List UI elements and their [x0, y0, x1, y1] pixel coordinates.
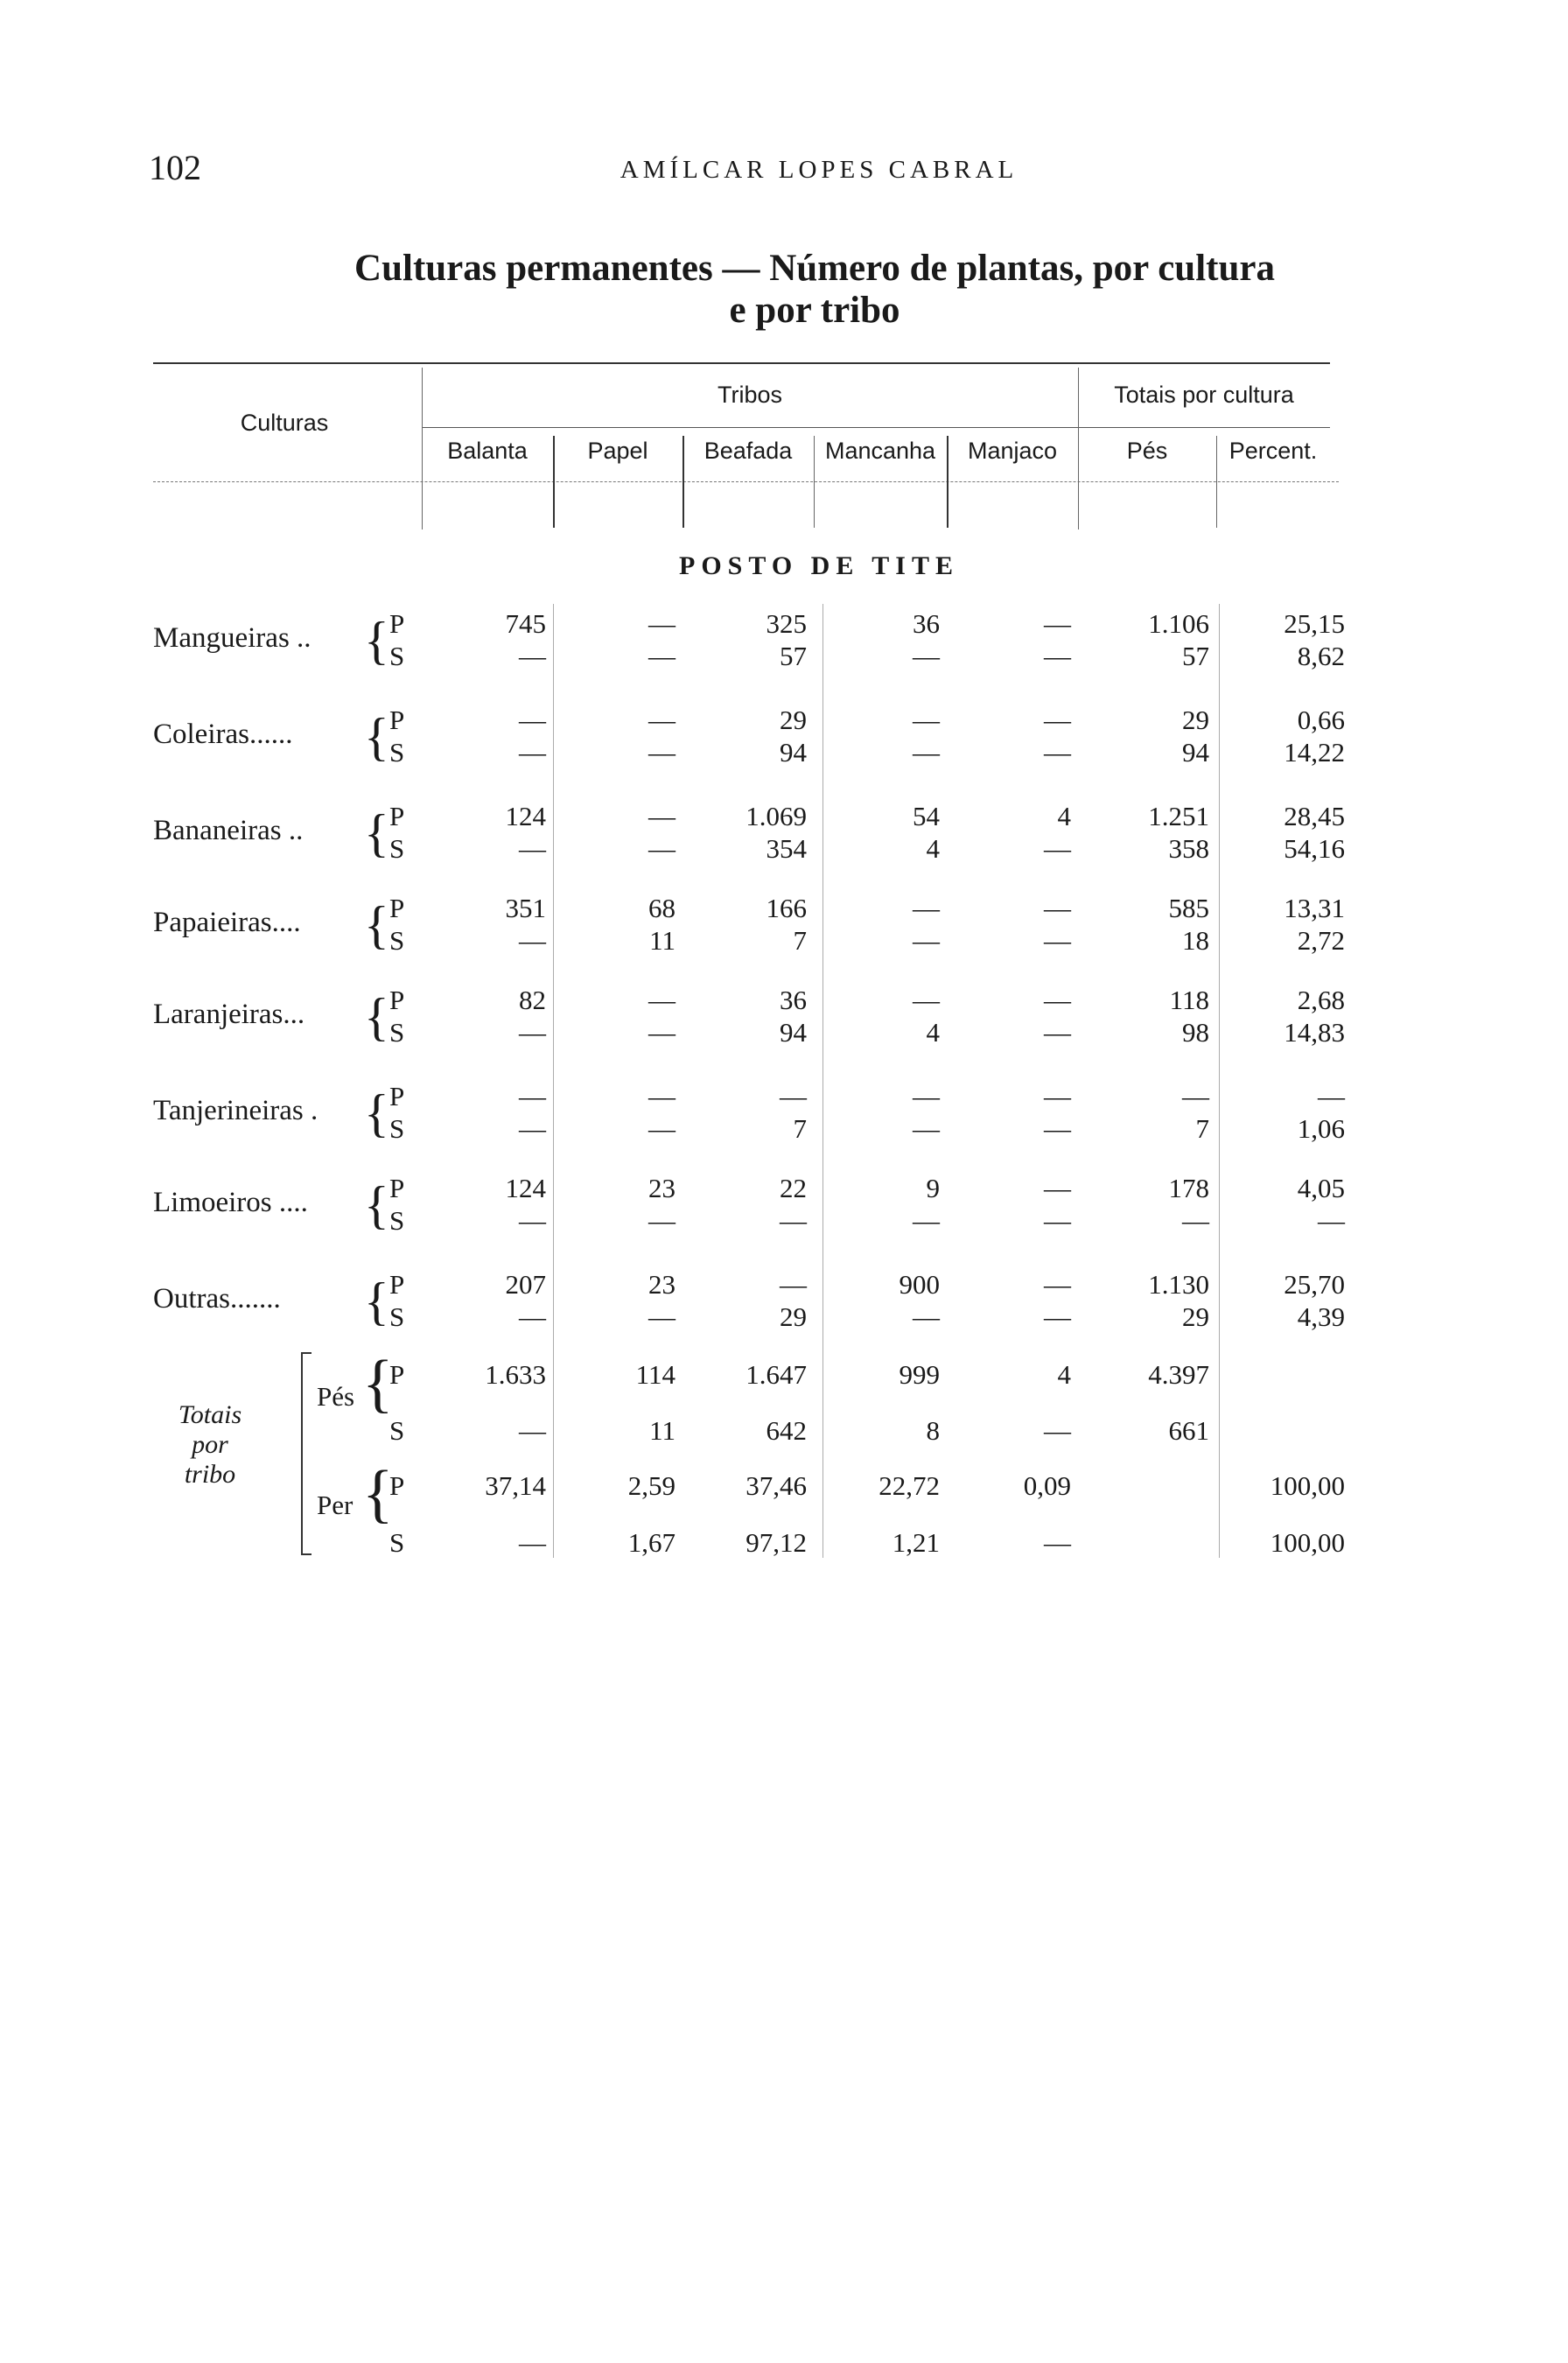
table-cell: — [913, 1113, 940, 1144]
table-cell: — [519, 641, 546, 671]
header-bottom-rule [153, 481, 1339, 482]
totals-cell: — [519, 1415, 546, 1446]
table-cell: — [648, 608, 676, 639]
totals-cell: 1.647 [746, 1359, 807, 1390]
table-cell: 4,39 [1297, 1301, 1345, 1332]
table-cell: — [913, 985, 940, 1015]
totals-cell: 2,59 [627, 1470, 676, 1501]
row-brace: { [364, 804, 389, 862]
table-cell: — [648, 1081, 676, 1111]
totals-per-brace: { [362, 1458, 394, 1530]
totals-cell: 0,09 [1023, 1470, 1071, 1501]
totals-cell: 100,00 [1270, 1527, 1345, 1558]
table-cell: 124 [505, 801, 546, 831]
table-cell: — [1044, 893, 1071, 923]
table-cell: — [519, 737, 546, 768]
table-cell: — [648, 1113, 676, 1144]
totals-cell: 4.397 [1148, 1359, 1209, 1390]
totals-cell: 97,12 [746, 1527, 807, 1558]
header-percent: Percent. [1228, 438, 1318, 464]
section-posto-de-tite: POSTO DE TITE [679, 551, 959, 580]
table-cell: 94 [780, 1017, 807, 1048]
row-p-marker: P [389, 985, 405, 1015]
table-cell: — [913, 705, 940, 735]
header-top-rule [153, 362, 1330, 364]
totals-cell: 999 [899, 1359, 940, 1390]
table-cell: 54,16 [1284, 833, 1345, 864]
row-p-marker: P [389, 893, 405, 923]
row-p-marker: P [389, 801, 405, 831]
totals-cell: — [1044, 1527, 1071, 1558]
totals-label [153, 1400, 267, 1490]
table-cell: 22 [780, 1173, 807, 1203]
table-cell: — [1044, 985, 1071, 1015]
table-cell: — [1044, 737, 1071, 768]
totals-p-marker: P [389, 1359, 405, 1390]
table-cell: 57 [780, 641, 807, 671]
totals-cell: 642 [766, 1415, 807, 1446]
row-brace: { [364, 988, 389, 1046]
table-cell: 585 [1168, 893, 1209, 923]
table-cell: — [913, 737, 940, 768]
table-cell: — [1318, 1205, 1345, 1236]
table-cell: — [519, 1017, 546, 1048]
row-p-marker: P [389, 1081, 405, 1111]
table-cell: 36 [913, 608, 940, 639]
table-cell: — [1044, 1017, 1071, 1048]
header-manjaco: Manjaco [967, 438, 1058, 464]
header-balanta: Balanta [447, 438, 528, 464]
row-s-marker: S [389, 737, 405, 768]
row-s-marker: S [389, 1301, 405, 1332]
table-cell: 23 [648, 1269, 676, 1300]
table-cell: 1.130 [1148, 1269, 1209, 1300]
totals-cell: 37,14 [485, 1470, 546, 1501]
table-title-line-1: Culturas permanentes — Número de plantas, por cultura [354, 248, 1275, 289]
table-cell: — [780, 1205, 807, 1236]
row-brace: { [364, 1176, 389, 1234]
table-cell: — [648, 705, 676, 735]
table-cell: — [780, 1269, 807, 1300]
table-cell: 82 [519, 985, 546, 1015]
totals-cell: 1.633 [485, 1359, 546, 1390]
table-cell: — [1044, 1205, 1071, 1236]
table-cell: 1.106 [1148, 608, 1209, 639]
header-beafada: Beafada [704, 438, 793, 464]
header-pes: Pés [1126, 438, 1168, 464]
totals-cell: 114 [635, 1359, 676, 1390]
table-cell: 25,70 [1284, 1269, 1345, 1300]
table-cell: 354 [766, 833, 807, 864]
row-p-marker: P [389, 1269, 405, 1300]
row-s-marker: S [389, 1017, 405, 1048]
table-cell: — [1044, 833, 1071, 864]
table-cell: — [1044, 1173, 1071, 1203]
table-cell: 14,83 [1284, 1017, 1345, 1048]
row-s-marker: S [389, 1113, 405, 1144]
totals-pes-label: Pés [317, 1381, 355, 1412]
totals-cell: 1,21 [892, 1527, 940, 1558]
table-cell: 14,22 [1284, 737, 1345, 768]
header-culturas: Culturas [240, 410, 329, 436]
table-cell: 29 [780, 1301, 807, 1332]
table-cell: 178 [1168, 1173, 1209, 1203]
table-cell: — [648, 1017, 676, 1048]
table-cell: — [519, 833, 546, 864]
table-cell: 7 [793, 1113, 807, 1144]
row-brace: { [364, 1084, 389, 1142]
row-s-marker: S [389, 925, 405, 956]
table-cell: 325 [766, 608, 807, 639]
totals-pes-brace: { [362, 1348, 394, 1420]
row-label: Bananeiras .. [153, 815, 304, 846]
row-s-marker: S [389, 1205, 405, 1236]
totals-cell: 37,46 [746, 1470, 807, 1501]
totals-label-word-1: Totais [178, 1400, 242, 1429]
table-cell: 8,62 [1297, 641, 1345, 671]
table-cell: 900 [899, 1269, 940, 1300]
row-brace: { [364, 896, 389, 954]
table-cell: — [648, 1301, 676, 1332]
table-cell: — [1044, 925, 1071, 956]
table-cell: 98 [1182, 1017, 1209, 1048]
row-brace: { [364, 708, 389, 766]
table-cell: — [648, 1205, 676, 1236]
table-cell: — [1182, 1081, 1209, 1111]
row-p-marker: P [389, 705, 405, 735]
table-cell: 745 [505, 608, 546, 639]
table-cell: 4 [926, 1017, 940, 1048]
table-cell: 94 [780, 737, 807, 768]
table-cell: 54 [913, 801, 940, 831]
row-label: Papaieiras.... [153, 907, 301, 938]
table-cell: — [519, 1205, 546, 1236]
table-cell: 2,72 [1297, 925, 1345, 956]
row-label: Coleiras...... [153, 719, 293, 750]
table-cell: 1,06 [1297, 1113, 1345, 1144]
totals-label-word-3: tribo [184, 1460, 236, 1489]
row-s-marker: S [389, 641, 405, 671]
table-cell: — [913, 1205, 940, 1236]
totals-big-brace [301, 1352, 312, 1555]
row-label: Outras....... [153, 1283, 281, 1315]
table-cell: 57 [1182, 641, 1209, 671]
table-cell: 7 [1195, 1113, 1209, 1144]
table-cell: 207 [505, 1269, 546, 1300]
table-cell: — [1182, 1205, 1209, 1236]
table-cell: 124 [505, 1173, 546, 1203]
header-mid-rule [422, 427, 1330, 428]
header-totais: Totais por cultura [1114, 382, 1294, 408]
table-cell: 166 [766, 893, 807, 923]
totals-per-label: Per [317, 1490, 354, 1520]
totals-s-marker: S [389, 1527, 405, 1558]
table-cell: — [1044, 641, 1071, 671]
row-label: Mangueiras .. [153, 622, 312, 654]
body-divider-pes [1219, 604, 1220, 1558]
row-brace: { [364, 1273, 389, 1330]
table-cell: 1.069 [746, 801, 807, 831]
table-cell: 358 [1168, 833, 1209, 864]
row-s-marker: S [389, 833, 405, 864]
table-cell: 25,15 [1284, 608, 1345, 639]
running-head: AMÍLCAR LOPES CABRAL [620, 156, 1018, 184]
table-cell: 29 [1182, 1301, 1209, 1332]
totals-label-word-2: por [192, 1430, 228, 1459]
header-papel: Papel [587, 438, 648, 464]
page-number: 102 [149, 148, 201, 187]
table-cell: 4 [1057, 801, 1071, 831]
table-cell: — [519, 1081, 546, 1111]
totals-cell: 22,72 [878, 1470, 940, 1501]
table-cell: 4 [926, 833, 940, 864]
table-cell: 36 [780, 985, 807, 1015]
totals-cell: 661 [1168, 1415, 1209, 1446]
table-cell: 9 [926, 1173, 940, 1203]
totals-cell: — [1044, 1415, 1071, 1446]
table-cell: — [648, 801, 676, 831]
table-cell: — [648, 985, 676, 1015]
table-cell: — [519, 705, 546, 735]
table-cell: — [913, 925, 940, 956]
table-cell: 29 [1182, 705, 1209, 735]
row-label: Tanjerineiras . [153, 1095, 318, 1126]
table-cell: — [913, 893, 940, 923]
table-cell: — [1044, 1269, 1071, 1300]
totals-s-marker: S [389, 1415, 405, 1446]
totals-cell: 1,67 [627, 1527, 676, 1558]
table-cell: — [1318, 1081, 1345, 1111]
table-cell: — [519, 1301, 546, 1332]
table-cell: — [1044, 1081, 1071, 1111]
table-cell: — [780, 1081, 807, 1111]
table-cell: 4,05 [1297, 1173, 1345, 1203]
table-cell: 118 [1169, 985, 1209, 1015]
totals-cell: — [519, 1527, 546, 1558]
row-label: Laranjeiras... [153, 999, 305, 1030]
table-cell: — [1044, 608, 1071, 639]
table-cell: 1.251 [1148, 801, 1209, 831]
table-cell: 28,45 [1284, 801, 1345, 831]
table-cell: 7 [793, 925, 807, 956]
table-cell: 29 [780, 705, 807, 735]
table-cell: 94 [1182, 737, 1209, 768]
table-cell: 2,68 [1297, 985, 1345, 1015]
table-cell: — [1044, 1301, 1071, 1332]
totals-cell: 100,00 [1270, 1470, 1345, 1501]
table-cell: — [913, 641, 940, 671]
table-cell: — [648, 833, 676, 864]
totals-cell: 8 [926, 1415, 940, 1446]
row-p-marker: P [389, 1173, 405, 1203]
row-brace: { [364, 612, 389, 670]
header-tribos: Tribos [717, 382, 782, 408]
row-p-marker: P [389, 608, 405, 639]
table-cell: 18 [1182, 925, 1209, 956]
table-cell: — [913, 1081, 940, 1111]
table-cell: 0,66 [1297, 705, 1345, 735]
table-cell: — [519, 1113, 546, 1144]
table-cell: — [913, 1301, 940, 1332]
table-cell: — [519, 925, 546, 956]
row-label: Limoeiros .... [153, 1187, 308, 1218]
table-cell: 351 [505, 893, 546, 923]
table-cell: 11 [649, 925, 676, 956]
table-cell: — [648, 737, 676, 768]
totals-p-marker: P [389, 1470, 405, 1501]
table-cell: — [1044, 1113, 1071, 1144]
header-mancanha: Mancanha [824, 438, 936, 464]
table-cell: 68 [648, 893, 676, 923]
table-title-line-2: e por tribo [729, 290, 900, 331]
totals-cell: 11 [649, 1415, 676, 1446]
table-cell: 13,31 [1284, 893, 1345, 923]
table-cell: 23 [648, 1173, 676, 1203]
table-cell: — [1044, 705, 1071, 735]
table-cell: — [648, 641, 676, 671]
totals-cell: 4 [1057, 1359, 1071, 1390]
